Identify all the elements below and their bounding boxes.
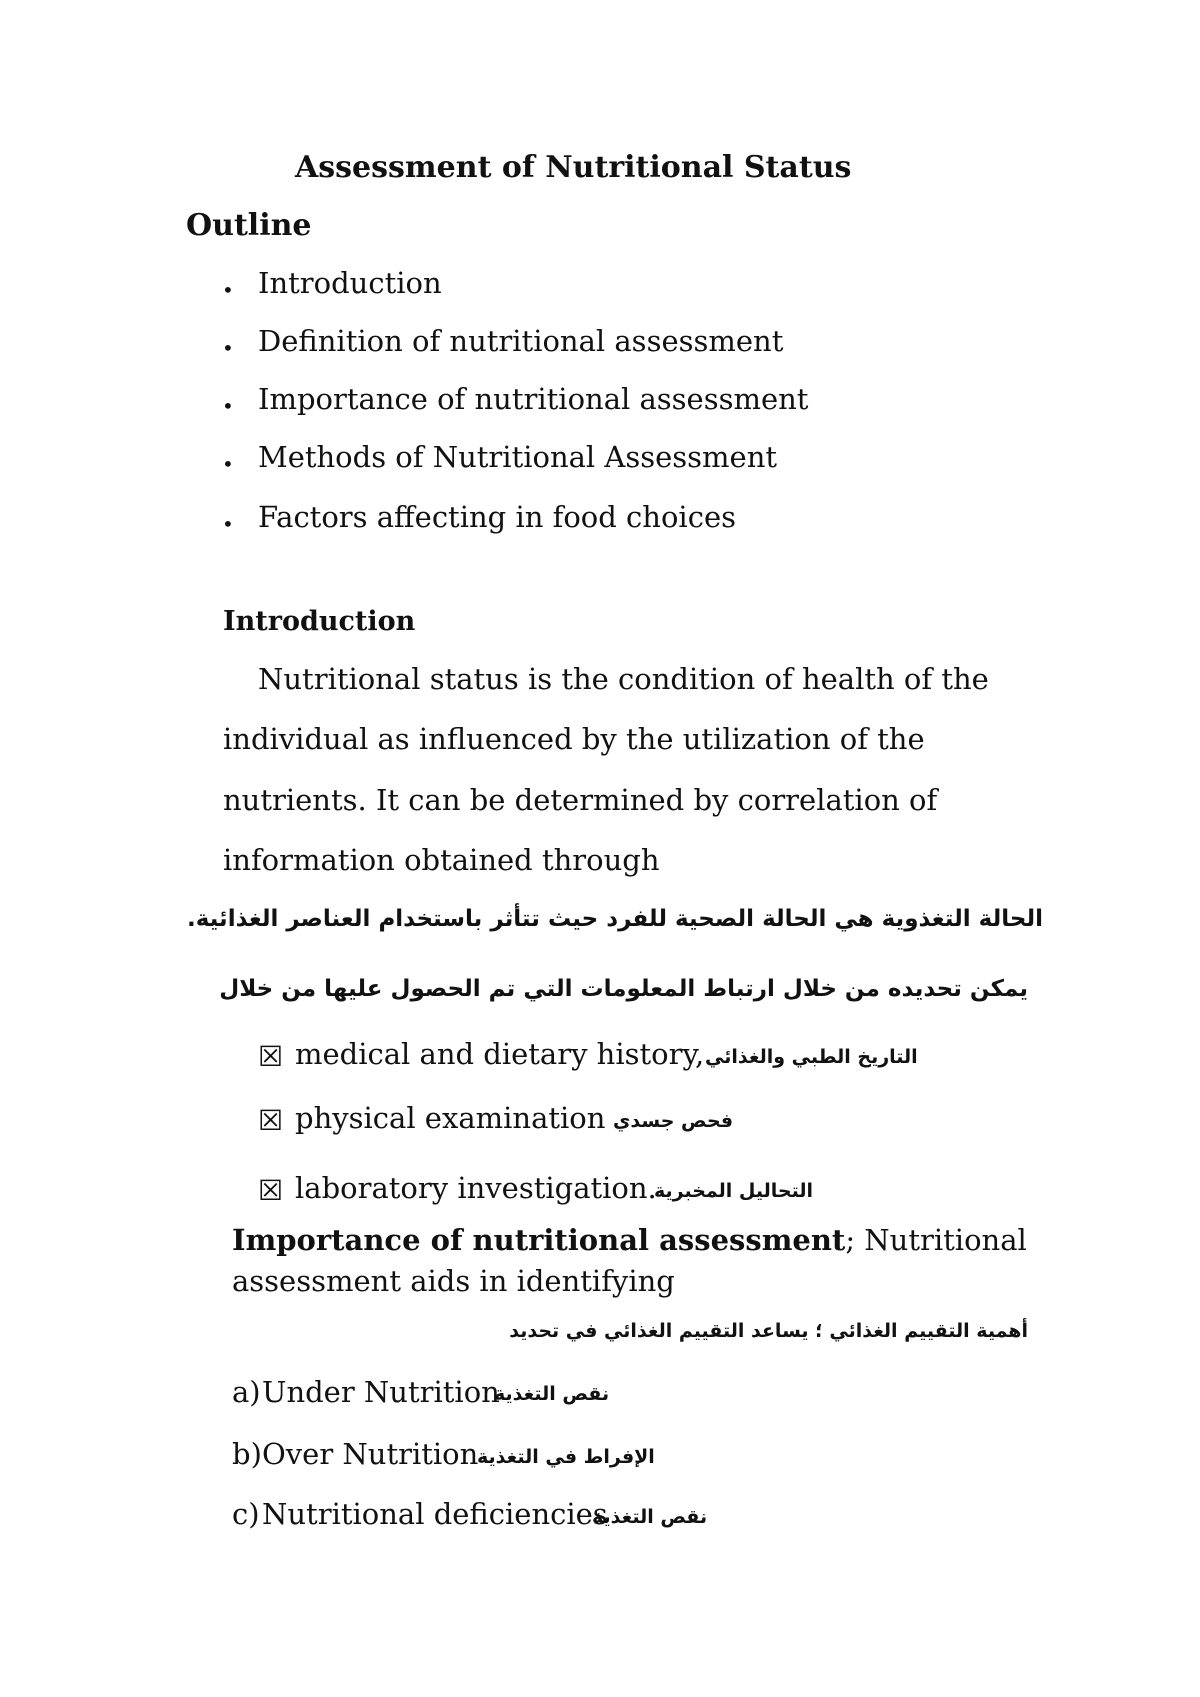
introduction-heading: Introduction (223, 606, 416, 637)
list-item-text: Over Nutrition (262, 1437, 479, 1471)
outline-item-label: Introduction (258, 266, 442, 300)
bullet-icon: • (222, 278, 234, 302)
arabic-line: الحالة التغذوية هي الحالة الصحية للفرد حيث تتأثر باستخدام العناصر الغذائية. (186, 906, 1043, 932)
outline-item-label: Importance of nutritional assessment (258, 382, 809, 416)
document-title: Assessment of Nutritional Status (295, 150, 852, 185)
outline-item-label: Methods of Nutritional Assessment (258, 440, 778, 474)
checkbox-checked-icon: ☒ (258, 1174, 284, 1207)
checklist-text: physical examination (295, 1101, 606, 1135)
paragraph-line: Nutritional status is the condition of health of the (258, 662, 989, 696)
checklist-text: laboratory investigation. (295, 1171, 657, 1205)
paragraph-line: individual as influenced by the utilization of the (223, 722, 925, 756)
checklist-arabic: التاريخ الطبي والغذائي (705, 1046, 918, 1068)
checkbox-checked-icon: ☒ (258, 1040, 284, 1073)
outline-item-label: Factors affecting in food choices (258, 500, 736, 534)
checklist-text: medical and dietary history, (295, 1037, 705, 1071)
list-item-arabic: نقص التغذية (494, 1383, 610, 1405)
list-item-label: a) (232, 1375, 261, 1409)
paragraph-line: nutrients. It can be determined by correlation of (223, 783, 938, 817)
bullet-icon: • (222, 394, 234, 418)
checkbox-checked-icon: ☒ (258, 1104, 284, 1137)
outline-heading: Outline (186, 208, 312, 243)
list-item-label: b) (232, 1437, 262, 1471)
checklist-arabic: فحص جسدي (613, 1110, 734, 1132)
arabic-line: يمكن تحديده من خلال ارتباط المعلومات التي تم الحصول عليها من خلال (219, 976, 1028, 1002)
list-item-arabic: نقص التغذية (592, 1506, 708, 1528)
importance-line: assessment aids in identifying (232, 1264, 675, 1298)
importance-heading-bold: Importance of nutritional assessment (232, 1223, 846, 1257)
importance-heading (232, 1223, 1025, 1257)
importance-heading-rest: ; Nutritional (845, 1223, 1027, 1257)
paragraph-line: information obtained through (223, 843, 660, 877)
list-item-text: Under Nutrition (262, 1375, 500, 1409)
bullet-icon: • (222, 452, 234, 476)
outline-item-label: Definition of nutritional assessment (258, 324, 784, 358)
bullet-icon: • (222, 336, 234, 360)
list-item-label: c) (232, 1497, 260, 1531)
list-item-text: Nutritional deficiencies (262, 1497, 608, 1531)
list-item-arabic: الإفراط في التغذية (477, 1446, 655, 1468)
checklist-arabic: التحاليل المخبرية (654, 1180, 814, 1202)
bullet-icon: • (222, 512, 234, 536)
importance-arabic: أهمية التقييم الغذائي ؛ يساعد التقييم الغذائي في تحديد (509, 1320, 1028, 1342)
